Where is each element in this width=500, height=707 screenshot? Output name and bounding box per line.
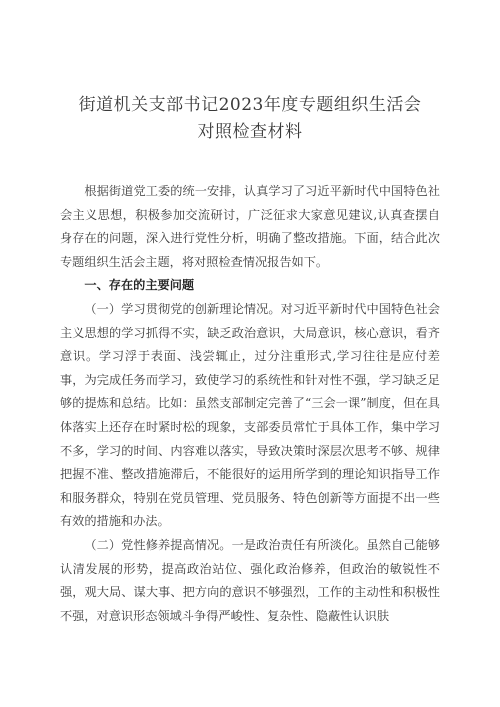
document-body [60, 180, 440, 628]
paragraph-party-spirit: （二）党性修养提高情况。一是政治责任有所淡化。虽然自己能够认清发展的形势，提高政治站位、强化政治修养，但政治的敏锐性不强，观大局、谋大事、把方向的意识不够强烈，工作的主动性和积极性不强，对意识形态领域斗争得严峻性、复杂性、隐蔽性认识肤 [60, 537, 440, 623]
title-line-1: 街道机关支部书记2023年度专题组织生活会 [78, 95, 422, 115]
paragraph-study: （一）学习贯彻党的创新理论情况。对习近平新时代中国特色社会主义思想的学习抓得不实，缺乏政治意识，大局意识，核心意识，看齐意识。学习浮于表面、浅尝辄止，过分注重形式,学习往往是应付差事，为完成任务而学习，致使学习的系统性和针对性不强，学习缺乏足够的提炼和总结。比如：虽然支部制定完善了“三会一课”制度，但在具体落实上还存在时紧时松的现象，支部委员常忙于具体工作，集中学习不多，学习的时间、内容难以落实，导致决策时深层次思考不够、规律把握不准、整改措施滞后，不能很好的运用所学到的理论知识指导工作和服务群众，特别在党员管理、党员服务、特色创新等方面提不出一些有效的措施和办法。 [60, 301, 440, 529]
document-title [60, 92, 440, 146]
intro-paragraph: 根据街道党工委的统一安排，认真学习了习近平新时代中国特色社会主义思想，积极参加交流研讨，广泛征求大家意见建议,认真查摆自身存在的问题，深入进行党性分析，明确了整改措施。下面，结合此次专题组织生活会主题，将对照检查情况报告如下。 [60, 184, 440, 269]
section-heading: 一、存在的主要问题 [84, 278, 195, 293]
title-line-2: 对照检查材料 [197, 122, 303, 142]
